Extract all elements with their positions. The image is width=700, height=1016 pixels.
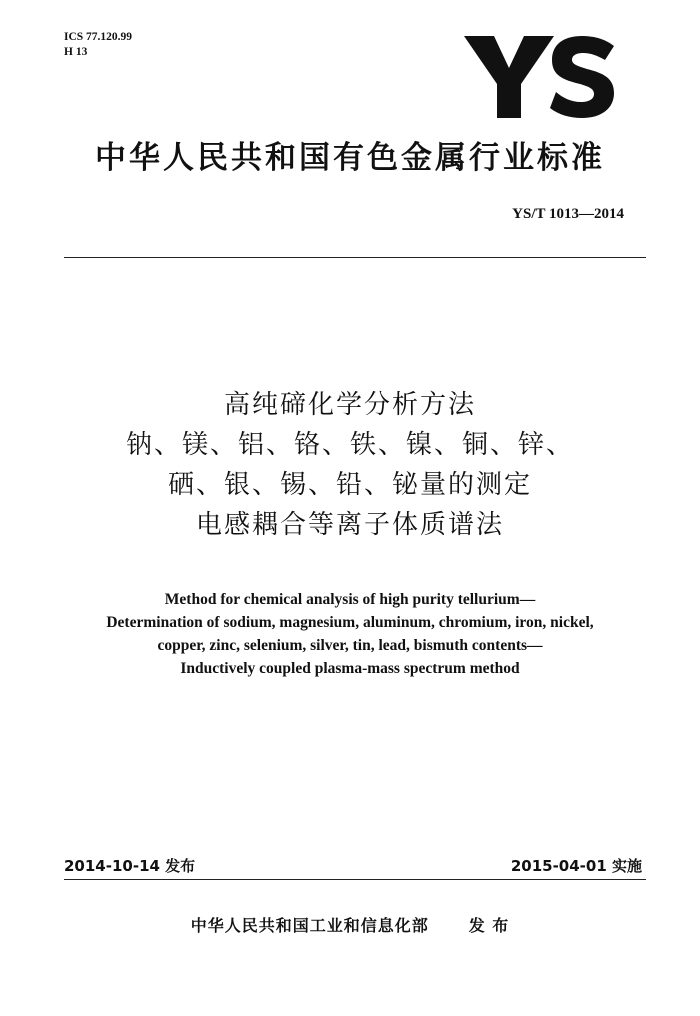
ccs-code: H 13 (64, 46, 88, 58)
publisher-line (0, 913, 700, 936)
ys-logo (464, 36, 614, 118)
standard-code: YS/T 1013—2014 (512, 206, 624, 222)
chinese-title-line: 钠、镁、铝、铬、铁、镍、铜、锌、 (125, 430, 574, 460)
header-divider (64, 257, 646, 258)
chinese-title (0, 385, 700, 545)
chinese-title-line: 电感耦合等离子体质谱法 (195, 510, 504, 540)
ics-code: ICS 77.120.99 (64, 31, 133, 43)
chinese-title-line: 硒、银、锡、铅、铋量的测定 (167, 470, 532, 500)
english-title (0, 588, 700, 680)
english-title-line: Determination of sodium, magnesium, aluminum, chromium, iron, nickel, (106, 614, 594, 631)
issue-date: 2014-10-14 发布 (64, 857, 196, 875)
publisher-action: 发 布 (468, 916, 510, 935)
classification-codes (64, 30, 132, 60)
chinese-title-line: 高纯碲化学分析方法 (223, 390, 476, 420)
footer-divider (64, 879, 646, 880)
organization-title: 中华人民共和国有色金属行业标准 (95, 140, 605, 176)
publisher-name: 中华人民共和国工业和信息化部 (190, 916, 429, 935)
implementation-date: 2015-04-01 实施 (510, 857, 642, 875)
english-title-line: Method for chemical analysis of high purity tellurium— (164, 591, 536, 608)
english-title-line: copper, zinc, selenium, silver, tin, lead, bismuth contents— (157, 637, 543, 654)
english-title-line: Inductively coupled plasma-mass spectrum method (180, 660, 520, 677)
